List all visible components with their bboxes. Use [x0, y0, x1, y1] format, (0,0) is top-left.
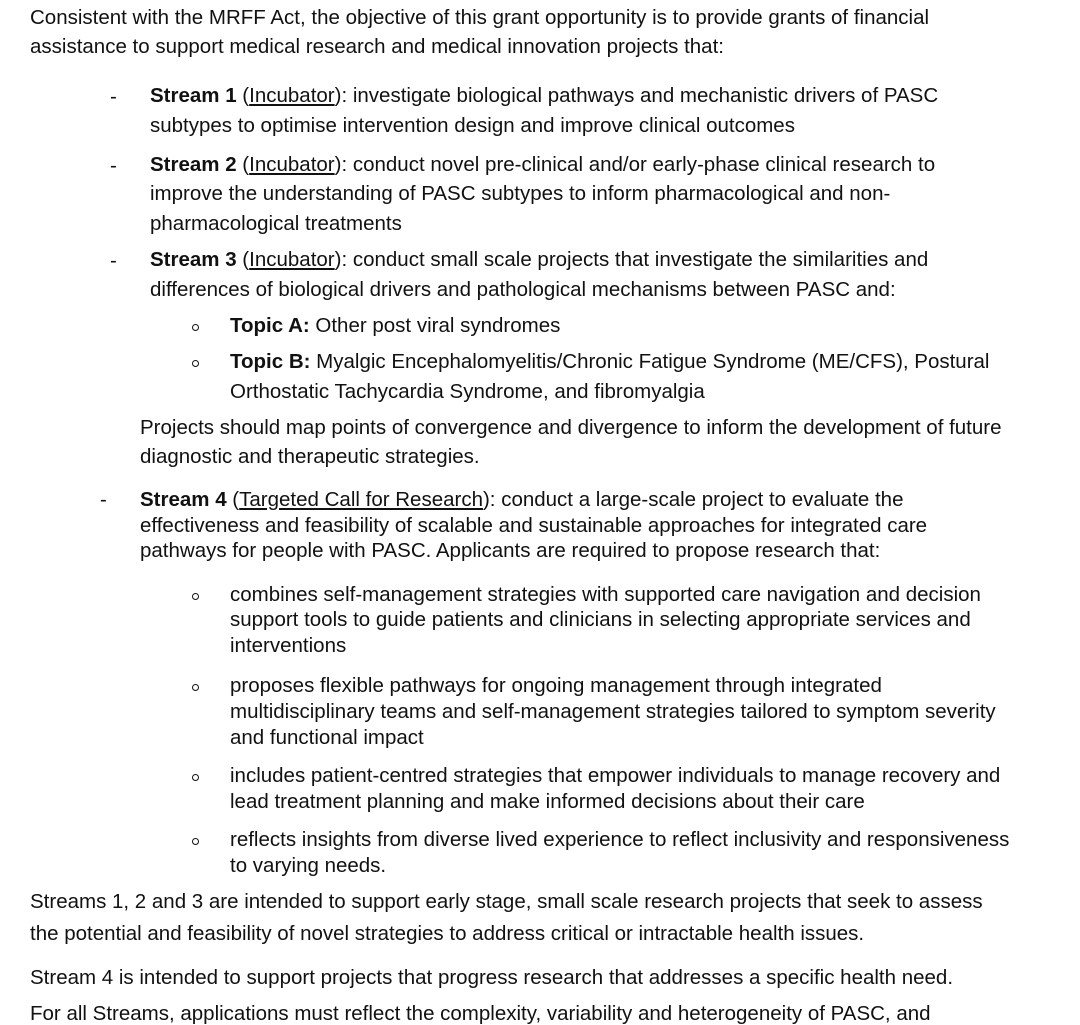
- stream4-item-2-line-3: and functional impact: [230, 726, 424, 749]
- stream3-type: Incubator: [249, 248, 335, 271]
- topic-a-line-1: Topic A: Other post viral syndromes: [230, 314, 561, 337]
- stream4-item-2-line-2: multidisciplinary teams and self-management strategies tailored to symptom severity: [230, 700, 996, 723]
- stream2-bullet: -: [110, 154, 117, 177]
- stream3-note-line-1: Projects should map points of convergence and divergence to inform the development of future: [140, 416, 1002, 439]
- stream2-line-3: pharmacological treatments: [150, 212, 402, 235]
- stream2-line-2: improve the understanding of PASC subtypes to inform pharmacological and non-: [150, 182, 891, 205]
- stream4-item-1-line-2: support tools to guide patients and clinicians in selecting appropriate services and: [230, 608, 971, 631]
- stream4-label: Stream 4: [140, 488, 227, 511]
- closing-line-1: Streams 1, 2 and 3 are intended to support early stage, small scale research projects that seek to assess: [30, 890, 983, 913]
- intro-line-2: assistance to support medical research and medical innovation projects that:: [30, 35, 724, 58]
- stream2-line-1: Stream 2 (Incubator): conduct novel pre-clinical and/or early-phase clinical research to: [150, 153, 936, 176]
- topic-b-line-2: Orthostatic Tachycardia Syndrome, and fibromyalgia: [230, 380, 705, 403]
- stream4-item-3-line-2: lead treatment planning and make informed decisions about their care: [230, 790, 865, 813]
- stream1-bullet: -: [110, 85, 117, 108]
- stream4-line-3: pathways for people with PASC. Applicants are required to propose research that:: [140, 539, 881, 562]
- stream2-label: Stream 2: [150, 153, 237, 176]
- stream4-item-3-line-1: includes patient-centred strategies that empower individuals to manage recovery and: [230, 764, 1001, 787]
- stream4-item-4-line-1: reflects insights from diverse lived experience to reflect inclusivity and responsiveness: [230, 828, 1010, 851]
- topic-b-bullet: [192, 360, 199, 367]
- stream4-type: Targeted Call for Research: [239, 488, 483, 511]
- topic-b-label: Topic B:: [230, 350, 311, 373]
- stream1-line-2: subtypes to optimise intervention design and improve clinical outcomes: [150, 114, 795, 137]
- stream4-item-4-bullet: [192, 838, 199, 845]
- cutoff-line: For all Streams, applications must reflect the complexity, variability and heterogeneity of PASC, and: [30, 1002, 931, 1025]
- stream3-note-line-2: diagnostic and therapeutic strategies.: [140, 445, 480, 468]
- stream4-item-1-line-3: interventions: [230, 634, 347, 657]
- topic-a-label: Topic A:: [230, 314, 310, 337]
- stream2-type: Incubator: [249, 153, 335, 176]
- stream1-type: Incubator: [249, 84, 335, 107]
- topic-b-line-1: Topic B: Myalgic Encephalomyelitis/Chronic Fatigue Syndrome (ME/CFS), Postural: [230, 350, 990, 373]
- stream4-item-1-bullet: [192, 593, 199, 600]
- intro-line-1: Consistent with the MRFF Act, the objective of this grant opportunity is to provide grants of financial: [30, 6, 930, 29]
- stream3-bullet: -: [110, 249, 117, 272]
- stream4-item-2-line-1: proposes flexible pathways for ongoing management through integrated: [230, 674, 882, 697]
- closing2-line: Stream 4 is intended to support projects that progress research that addresses a specific health need.: [30, 966, 954, 989]
- closing-line-2: the potential and feasibility of novel strategies to address critical or intractable health issues.: [30, 922, 865, 945]
- stream4-item-3-bullet: [192, 774, 199, 781]
- stream1-line-1: Stream 1 (Incubator): investigate biological pathways and mechanistic drivers of PASC: [150, 84, 939, 107]
- stream4-line-2: effectiveness and feasibility of scalable and sustainable approaches for integrated care: [140, 514, 928, 537]
- stream3-line-2: differences of biological drivers and pathological mechanisms between PASC and:: [150, 278, 896, 301]
- stream4-line-1: Stream 4 (Targeted Call for Research): conduct a large-scale project to evaluate the: [140, 488, 904, 511]
- stream4-item-4-line-2: to varying needs.: [230, 854, 387, 877]
- stream1-label: Stream 1: [150, 84, 237, 107]
- topic-a-bullet: [192, 324, 199, 331]
- stream4-bullet: -: [100, 488, 107, 511]
- stream4-item-2-bullet: [192, 684, 199, 691]
- stream3-line-1: Stream 3 (Incubator): conduct small scale projects that investigate the similarities and: [150, 248, 929, 271]
- stream3-label: Stream 3: [150, 248, 237, 271]
- stream4-item-1-line-1: combines self-management strategies with supported care navigation and decision: [230, 583, 981, 606]
